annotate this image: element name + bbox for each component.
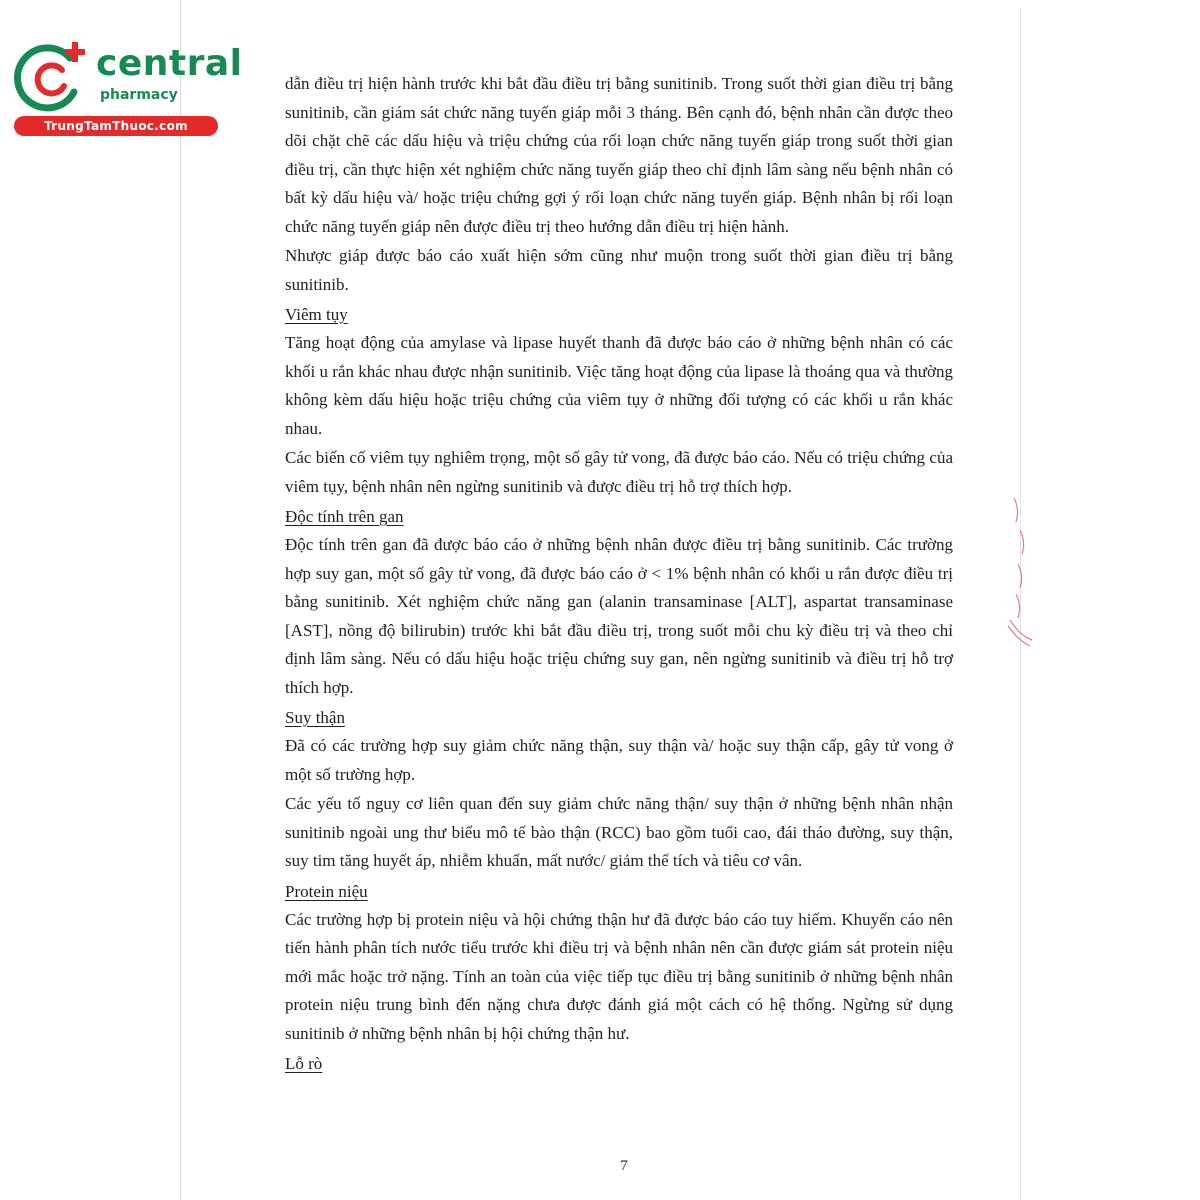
section-heading-protein-nieu: Protein niệu xyxy=(285,881,368,901)
page-number: 7 xyxy=(620,1158,628,1174)
logo-banner: TrungTamThuoc.com xyxy=(14,116,218,136)
paragraph: Các biến cố viêm tụy nghiêm trọng, một số gây tử vong, đã được báo cáo. Nếu có triệu chứng của viêm tụy, bệnh nhân nên ngừng sunitinib và được điều trị hỗ trợ thích hợp. xyxy=(285,448,953,496)
paragraph: Các trường hợp bị protein niệu và hội chứng thận hư đã được báo cáo tuy hiếm. Khuyến cáo nên tiến hành phân tích nước tiểu trước khi điều trị và bệnh nhân nên cần được giám sát protein niệu mới mắc hoặc trở nặng. Tính an toàn của việc tiếp tục điều trị bằng sunitinib ở những bệnh nhân protein niệu trung bình đến nặng chưa được đánh giá một cách có hệ thống. Ngừng sử dụng sunitinib ở những bệnh nhân bị hội chứng thận hư. xyxy=(285,909,953,1043)
paragraph: Tăng hoạt động của amylase và lipase huyết thanh đã được báo cáo ở những bệnh nhân có các khối u rắn khác nhau được nhận sunitinib. Việc tăng hoạt động của lipase là thoáng qua và thường không kèm dấu hiệu hoặc triệu chứng của viêm tụy ở những đối tượng có các khối u rắn khác nhau. xyxy=(285,333,953,438)
section-heading-doc-tinh-tren-gan: Độc tính trên gan xyxy=(285,507,404,526)
central-pharmacy-logo xyxy=(8,36,243,136)
pharmacy-cross-logo-icon xyxy=(12,36,92,116)
logo-subtitle: pharmacy xyxy=(100,87,178,103)
page-left-edge xyxy=(180,0,181,1200)
section-heading-viem-tuy: Viêm tụy xyxy=(285,305,348,324)
logo-name: central xyxy=(96,43,243,84)
paragraph: dẫn điều trị hiện hành trước khi bắt đầu điều trị bằng sunitinib. Trong suốt thời gian điều trị bằng sunitinib, cần giám sát chức năng tuyến giáp mỗi 3 tháng. Bên cạnh đó, bệnh nhân cần được theo dõi chặt chẽ các dấu hiệu và triệu chứng của rối loạn chức năng tuyến giáp trong suốt thời gian điều trị, cần thực hiện xét nghiệm chức năng tuyến giáp theo chỉ định lâm sàng nếu bệnh nhân có bất kỳ dấu hiệu và/ hoặc triệu chứng gợi ý rối loạn chức năng tuyến giáp. Bệnh nhân bị rối loạn chức năng tuyến giáp nên được điều trị theo hướng dẫn điều trị hiện hành. xyxy=(285,74,953,236)
paragraph: Độc tính trên gan đã được báo cáo ở những bệnh nhân được điều trị bằng sunitinib. Các trường hợp suy gan, một số gây tử vong, đã được báo cáo ở < 1% bệnh nhân có khối u rắn được điều trị bằng sunitinib. Xét nghiệm chức năng gan (alanin transaminase [ALT], aspartat transaminase [AST], nồng độ bilirubin) trước khi bắt đầu điều trị, trong suốt mỗi chu kỳ điều trị và theo chỉ định lâm sàng. Nếu có dấu hiệu hoặc triệu chứng suy gan, nên ngừng sunitinib và điều trị hỗ trợ thích hợp. xyxy=(285,535,953,697)
document-body xyxy=(285,70,953,1078)
red-stamp-fragment-icon xyxy=(1000,490,1040,650)
paragraph: Đã có các trường hợp suy giảm chức năng thận, suy thận và/ hoặc suy thận cấp, gây tử vong ở một số trường hợp. xyxy=(285,736,953,784)
section-heading-lo-ro: Lỗ rò xyxy=(285,1054,323,1073)
section-heading-suy-than: Suy thận xyxy=(285,708,345,727)
paragraph: Nhược giáp được báo cáo xuất hiện sớm cũng như muộn trong suốt thời gian điều trị bằng sunitinib. xyxy=(285,246,953,294)
paragraph: Các yếu tố nguy cơ liên quan đến suy giảm chức năng thận/ suy thận ở những bệnh nhân nhận sunitinib ngoài ung thư biểu mô tế bào thận (RCC) bao gồm tuổi cao, đái tháo đường, suy thận, suy tim tăng huyết áp, nhiễm khuẩn, mất nước/ giảm thể tích và tiêu cơ vân. xyxy=(285,794,953,870)
